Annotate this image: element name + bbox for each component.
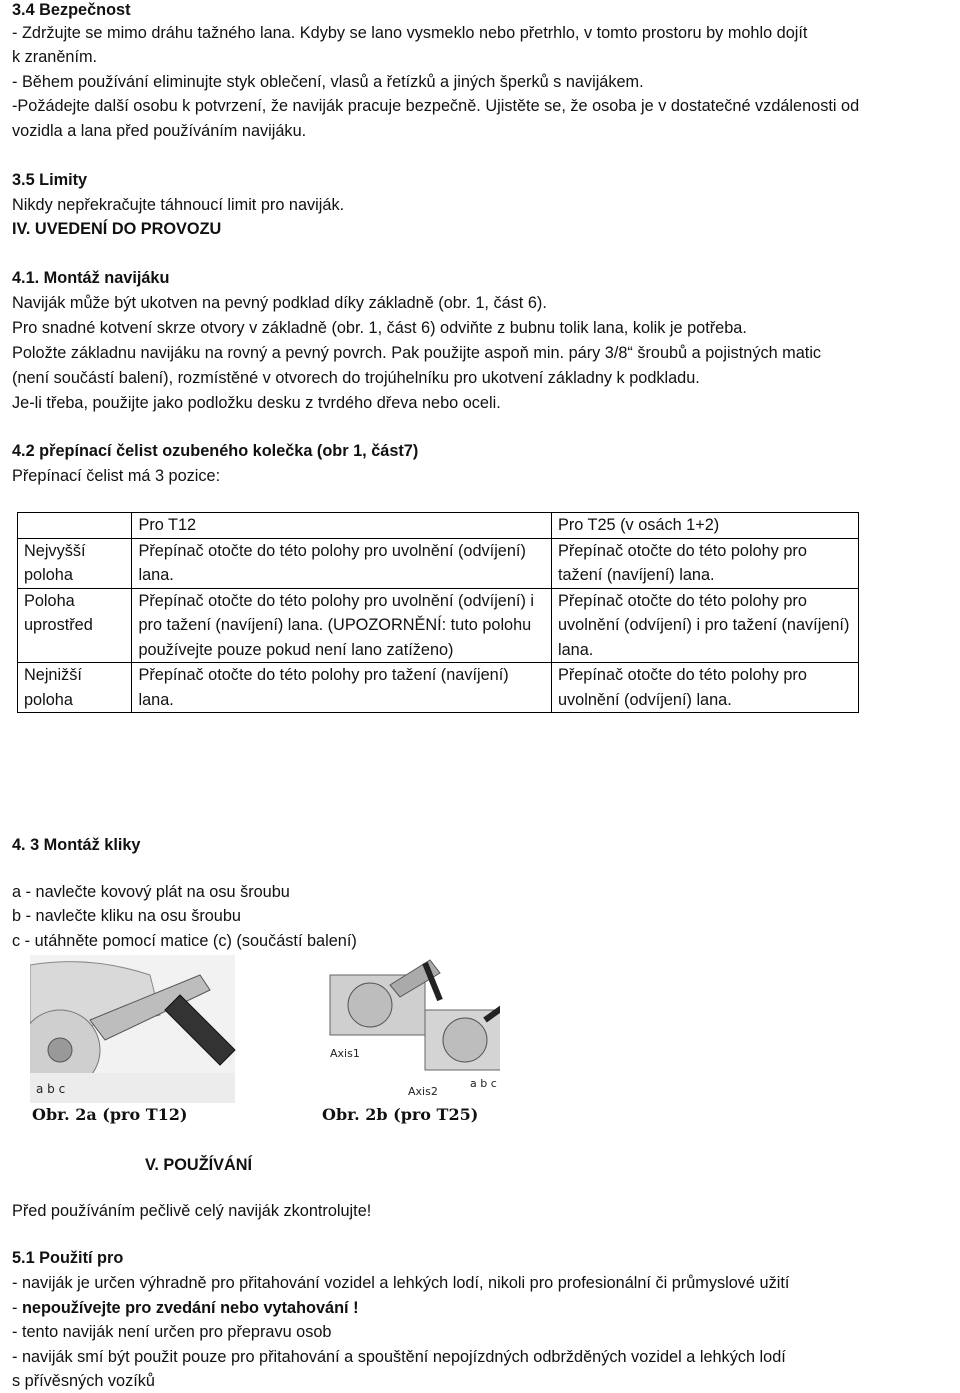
winch-pair-image <box>330 960 500 1098</box>
table-row <box>18 538 859 588</box>
paragraph-line <box>12 1298 359 1318</box>
table-header-cell <box>18 513 132 539</box>
paragraph-line: Položte základnu navijáku na rovný a pevný povrch. Pak použijte aspoň min. páry 3/8“ šroubů a pojistných matic <box>12 344 822 362</box>
chapter-heading-iv: IV. UVEDENÍ DO PROVOZU <box>12 220 222 238</box>
chapter-heading-v: V. POUŽÍVÁNÍ <box>145 1156 253 1174</box>
table-row <box>18 588 859 663</box>
paragraph-line: s přívěsných vozíků <box>12 1372 155 1390</box>
section-heading-5-1: 5.1 Použití pro <box>12 1249 124 1267</box>
axis1-label: Axis1 <box>330 1047 360 1060</box>
bullet-prefix: - <box>12 1299 22 1317</box>
table-header-cell: Pro T25 (v osách 1+2) <box>551 513 858 539</box>
paragraph-line: vozidla a lana před používáním navijáku. <box>12 122 307 140</box>
paragraph-line: - Zdržujte se mimo dráhu tažného lana. Kdyby se lano vysmeklo nebo přetrhlo, v tomto prostoru by mohlo dojít <box>12 24 808 42</box>
paragraph-line: a - navlečte kovový plát na osu šroubu <box>12 883 290 901</box>
section-heading-4-1: 4.1. Montáž navijáku <box>12 269 170 287</box>
paragraph-line: Nikdy nepřekračujte táhnoucí limit pro naviják. <box>12 196 345 214</box>
section-heading-4-3: 4. 3 Montáž kliky <box>12 836 141 854</box>
paragraph-line: Je-li třeba, použijte jako podložku desku z tvrdého dřeva nebo oceli. <box>12 394 501 412</box>
winch-figures <box>30 955 500 1105</box>
table-cell: Nejnižší poloha <box>18 663 132 713</box>
figure-caption-2b: Obr. 2b (pro T25) <box>322 1105 479 1124</box>
paragraph-line: Před používáním pečlivě celý naviják zkontrolujte! <box>12 1202 372 1220</box>
warning-text: nepoužívejte pro zvedání nebo vytahování ! <box>21 1299 359 1317</box>
table-row <box>18 663 859 713</box>
paragraph-line: - naviják smí být použit pouze pro přitahování a spouštění nepojízdných odbržděných vozidel a lehkých lodí <box>12 1348 786 1366</box>
table-cell: Přepínač otočte do této polohy pro uvolnění (odvíjení) lana. <box>551 663 858 713</box>
axis2-label: Axis2 <box>408 1085 438 1098</box>
table-header-row <box>18 513 859 539</box>
table-cell: Přepínač otočte do této polohy pro uvolnění (odvíjení) i pro tažení (navíjení) lana. <box>551 588 858 663</box>
paragraph-line: c - utáhněte pomocí matice (c) (součástí balení) <box>12 932 357 950</box>
table-cell: Nejvyšší poloha <box>18 538 132 588</box>
table-cell: Přepínač otočte do této polohy pro uvolnění (odvíjení) i pro tažení (navíjení) lana. (UPOZORNĚNÍ: tuto polohu používejte pouze pokud není lano zatíženo) <box>132 588 551 663</box>
table-cell: Přepínač otočte do této polohy pro uvolnění (odvíjení) lana. <box>132 538 551 588</box>
winch-crank-image <box>30 955 235 1103</box>
position-table <box>17 512 859 713</box>
paragraph-line: Pro snadné kotvení skrze otvory v základně (obr. 1, část 6) odviňte z bubnu tolik lana, kolik je potřeba. <box>12 319 747 337</box>
paragraph-line: -Požádejte další osobu k potvrzení, že naviják pracuje bezpečně. Ujistěte se, že osoba je v dostatečné vzdálenosti od <box>12 97 860 115</box>
paragraph-line: b - navlečte kliku na osu šroubu <box>12 907 241 925</box>
paragraph-line: k zraněním. <box>12 48 98 66</box>
paragraph-line: - tento naviják není určen pro přepravu osob <box>12 1323 332 1341</box>
part-labels-a: a b c <box>36 1082 66 1096</box>
table-cell: Poloha uprostřed <box>18 588 132 663</box>
paragraph-line: Přepínací čelist má 3 pozice: <box>12 467 221 485</box>
figure-caption-2a: Obr. 2a (pro T12) <box>32 1105 188 1124</box>
paragraph-line: - naviják je určen výhradně pro přitahování vozidel a lehkých lodí, nikoli pro profesionální či průmyslové užití <box>12 1274 790 1292</box>
table-cell: Přepínač otočte do této polohy pro tažení (navíjení) lana. <box>132 663 551 713</box>
section-heading-4-2: 4.2 přepínací čelist ozubeného kolečka (obr 1, část7) <box>12 442 419 460</box>
paragraph-line: (není součástí balení), rozmístěné v otvorech do trojúhelníku pro ukotvení základny k podkladu. <box>12 369 700 387</box>
paragraph-line: - Během používání eliminujte styk oblečení, vlasů a řetízků a jiných šperků s navijákem. <box>12 73 644 91</box>
table-cell: Přepínač otočte do této polohy pro tažení (navíjení) lana. <box>551 538 858 588</box>
part-labels-b: a b c <box>470 1077 497 1090</box>
paragraph-line: Naviják může být ukotven na pevný podklad díky základně (obr. 1, část 6). <box>12 294 547 312</box>
section-heading-3-4: 3.4 Bezpečnost <box>12 1 131 19</box>
section-heading-3-5: 3.5 Limity <box>12 171 88 189</box>
table-header-cell: Pro T12 <box>132 513 551 539</box>
figure-area <box>30 955 500 1130</box>
